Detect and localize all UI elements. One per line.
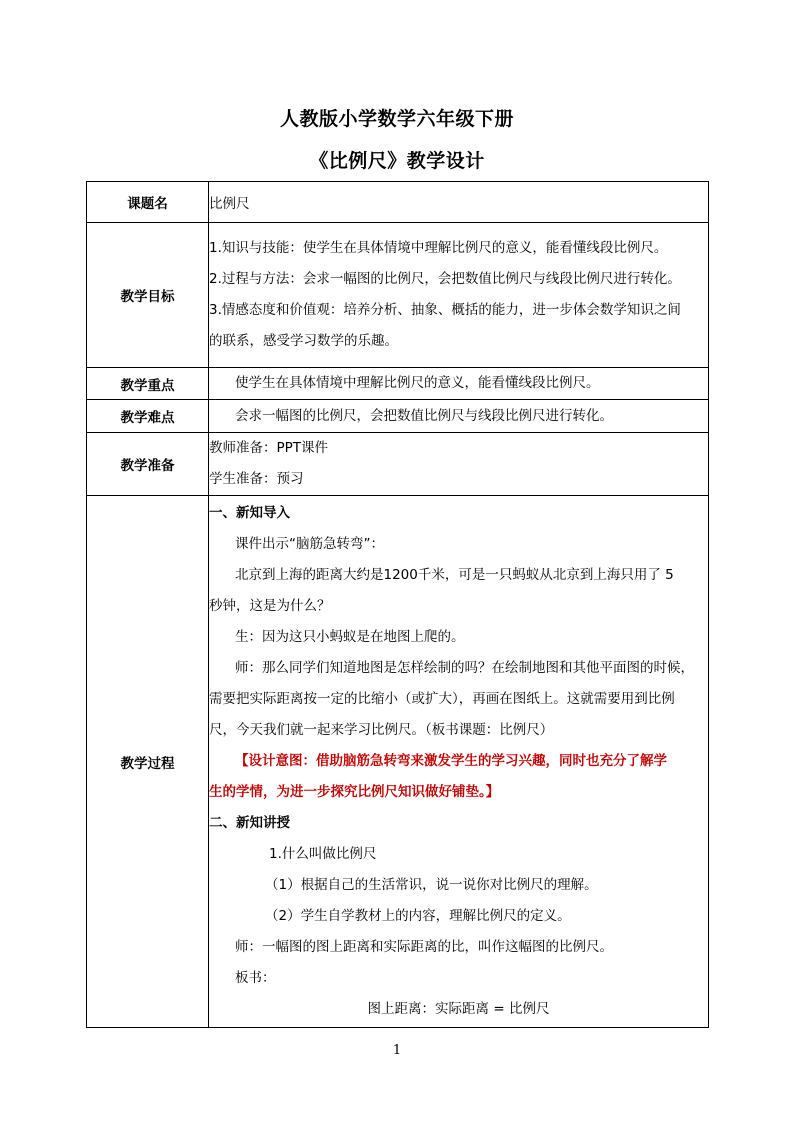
objectives-label: 教学目标 xyxy=(87,223,209,368)
table-row-key-point xyxy=(87,368,709,400)
process-line: 师：一幅图的图上距离和实际距离的比，叫作这幅图的比例尺。 xyxy=(235,939,613,955)
table-row-preparation xyxy=(87,433,709,496)
objective-line-1: 1.知识与技能：使学生在具体情境中理解比例尺的意义，能看懂线段比例尺。 xyxy=(209,240,668,256)
process-line: 需要把实际距离按一定的比缩小（或扩大），再画在图纸上。这就需要用到比例 xyxy=(209,691,675,707)
process-line: 1.什么叫做比例尺 xyxy=(269,846,377,862)
process-line: （2）学生自学教材上的内容，理解比例尺的定义。 xyxy=(265,908,571,924)
table-row-topic xyxy=(87,182,709,223)
design-intent: 【设计意图：借助脑筋急转弯来激发学生的学习兴趣，同时也充分了解学 xyxy=(235,753,667,769)
objective-line-4: 的联系，感受学习数学的乐趣。 xyxy=(209,333,398,349)
preparation-label: 教学准备 xyxy=(87,433,209,496)
teacher-preparation: 教师准备：PPT课件 xyxy=(209,440,329,456)
section-1-heading: 一、新知导入 xyxy=(209,505,290,521)
table-row-difficulty xyxy=(87,400,709,433)
process-line: 秒钟，这是为什么？ xyxy=(209,598,331,614)
objective-line-3: 3.情感态度和价值观：培养分析、抽象、概括的能力，进一步体会数学知识之间 xyxy=(209,302,681,318)
section-2-heading: 二、新知讲授 xyxy=(209,815,290,831)
process-cell xyxy=(209,496,709,1028)
topic-value: 比例尺 xyxy=(209,182,709,223)
process-line: 尺，今天我们就一起来学习比例尺。（板书课题：比例尺） xyxy=(209,722,554,738)
process-line: 板书： xyxy=(235,970,276,986)
topic-label: 课题名 xyxy=(87,182,209,223)
document-subtitle: 《比例尺》教学设计 xyxy=(309,150,485,172)
formula-line: 图上距离：实际距离 = 比例尺 xyxy=(367,1001,550,1017)
process-line: 北京到上海的距离大约是1200千米，可是一只蚂蚁从北京到上海只用了 5 xyxy=(235,567,674,583)
page-number: 1 xyxy=(392,1043,402,1058)
design-intent: 生的学情，为进一步探究比例尺知识做好铺垫。】 xyxy=(209,784,500,800)
process-line: 师：那么同学们知道地图是怎样绘制的吗？在绘制地图和其他平面图的时候， xyxy=(235,660,694,676)
process-line: 生：因为这只小蚂蚁是在地图上爬的。 xyxy=(235,629,465,645)
table-row-process xyxy=(87,496,709,1028)
objective-line-2: 2.过程与方法：会求一幅图的比例尺，会把数值比例尺与线段比例尺进行转化。 xyxy=(209,271,681,287)
document-title: 人教版小学数学六年级下册 xyxy=(279,108,514,130)
key-point-label: 教学重点 xyxy=(87,368,209,400)
process-label: 教学过程 xyxy=(87,496,209,1028)
student-preparation: 学生准备：预习 xyxy=(209,471,304,487)
difficulty-value: 会求一幅图的比例尺，会把数值比例尺与线段比例尺进行转化。 xyxy=(235,407,613,424)
lesson-plan-table xyxy=(86,181,709,1028)
process-line: （1）根据自己的生活常识，说一说你对比例尺的理解。 xyxy=(265,877,598,893)
table-row-objectives xyxy=(87,223,709,368)
difficulty-label: 教学难点 xyxy=(87,400,209,433)
process-line: 课件出示“脑筋急转弯”： xyxy=(235,536,384,552)
objectives-cell xyxy=(209,223,709,368)
key-point-value: 使学生在具体情境中理解比例尺的意义，能看懂线段比例尺。 xyxy=(235,375,600,391)
